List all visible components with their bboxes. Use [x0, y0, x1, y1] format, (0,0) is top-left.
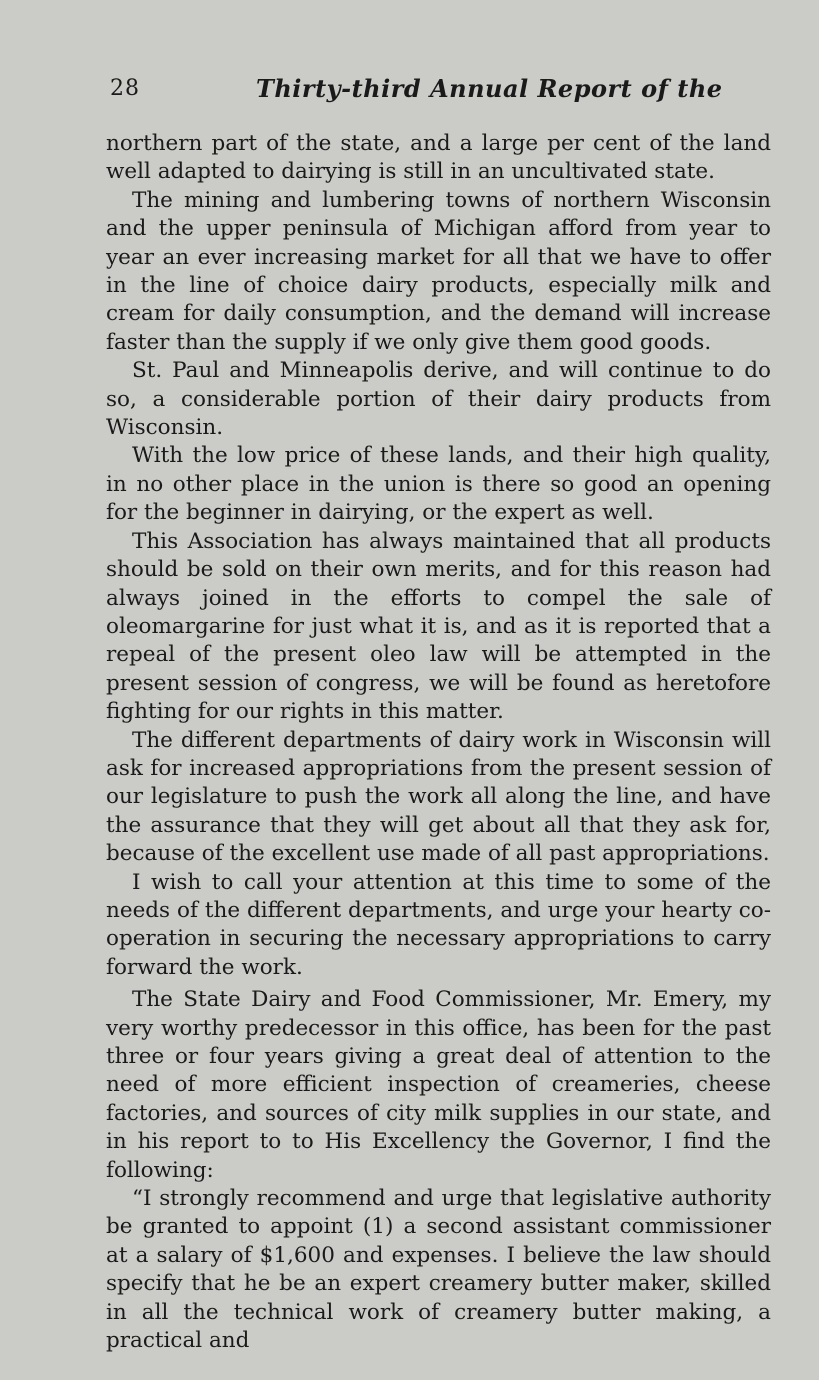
running-title: Thirty-third Annual Report of the	[256, 74, 723, 103]
paragraph: The mining and lumbering towns of northern Wisconsin and the upper peninsula of Michigan afford from year to year an ever increasing market for all that we have to offer in the line of choice dairy products, especially milk and cream for daily consumption, and the demand will increase faster than the supply if we only give them good goods.	[106, 187, 771, 355]
paragraph: The different departments of dairy work in Wisconsin will ask for increased appropriations from the present session of our legislature to push the work all along the line, and have the assurance that they will get about all that they ask for, because of the excellent use made of all past appropriations.	[106, 727, 771, 867]
paragraph: With the low price of these lands, and their high quality, in no other place in the union is there so good an opening for the beginner in dairying, or the expert as well.	[106, 443, 771, 526]
quoted-paragraph: “I strongly recommend and urge that legislative authority be granted to appoint (1) a second assistant commissioner at a salary of $1,600 and expenses. I believe the law should specify that he be an expert creamery butter maker, skilled in all the technical work of creamery butter making, a practical and	[106, 1186, 771, 1354]
paragraph: This Association has always maintained that all products should be sold on their own merits, and for this reason had always joined in the efforts to compel the sale of oleomargarine for just what it is, and as it is reported that a repeal of the present oleo law will be attempted in the present session of congress, we will be found as heretofore fighting for our rights in this matter.	[106, 528, 771, 725]
page-number: 28	[110, 76, 140, 101]
paragraph: I wish to call your attention at this time to some of the needs of the different departments, and urge your hearty co-operation in securing the necessary appropriations to carry forward the work.	[106, 869, 771, 980]
paragraph: St. Paul and Minneapolis derive, and will continue to do so, a considerable portion of their dairy products from Wisconsin.	[106, 358, 771, 441]
paragraph: The State Dairy and Food Commissioner, Mr. Emery, my very worthy predecessor in this office, has been for the past three or four years giving a great deal of attention to the need of more efficient inspection of creameries, cheese factories, and sources of city milk supplies in our state, and in his report to to His Excellency the Governor, I find the following:	[106, 987, 771, 1183]
paragraph: northern part of the state, and a large per cent of the land well adapted to dairying is still in an uncultivated state.	[106, 131, 771, 185]
body-text	[106, 130, 771, 1355]
running-head	[110, 70, 770, 110]
